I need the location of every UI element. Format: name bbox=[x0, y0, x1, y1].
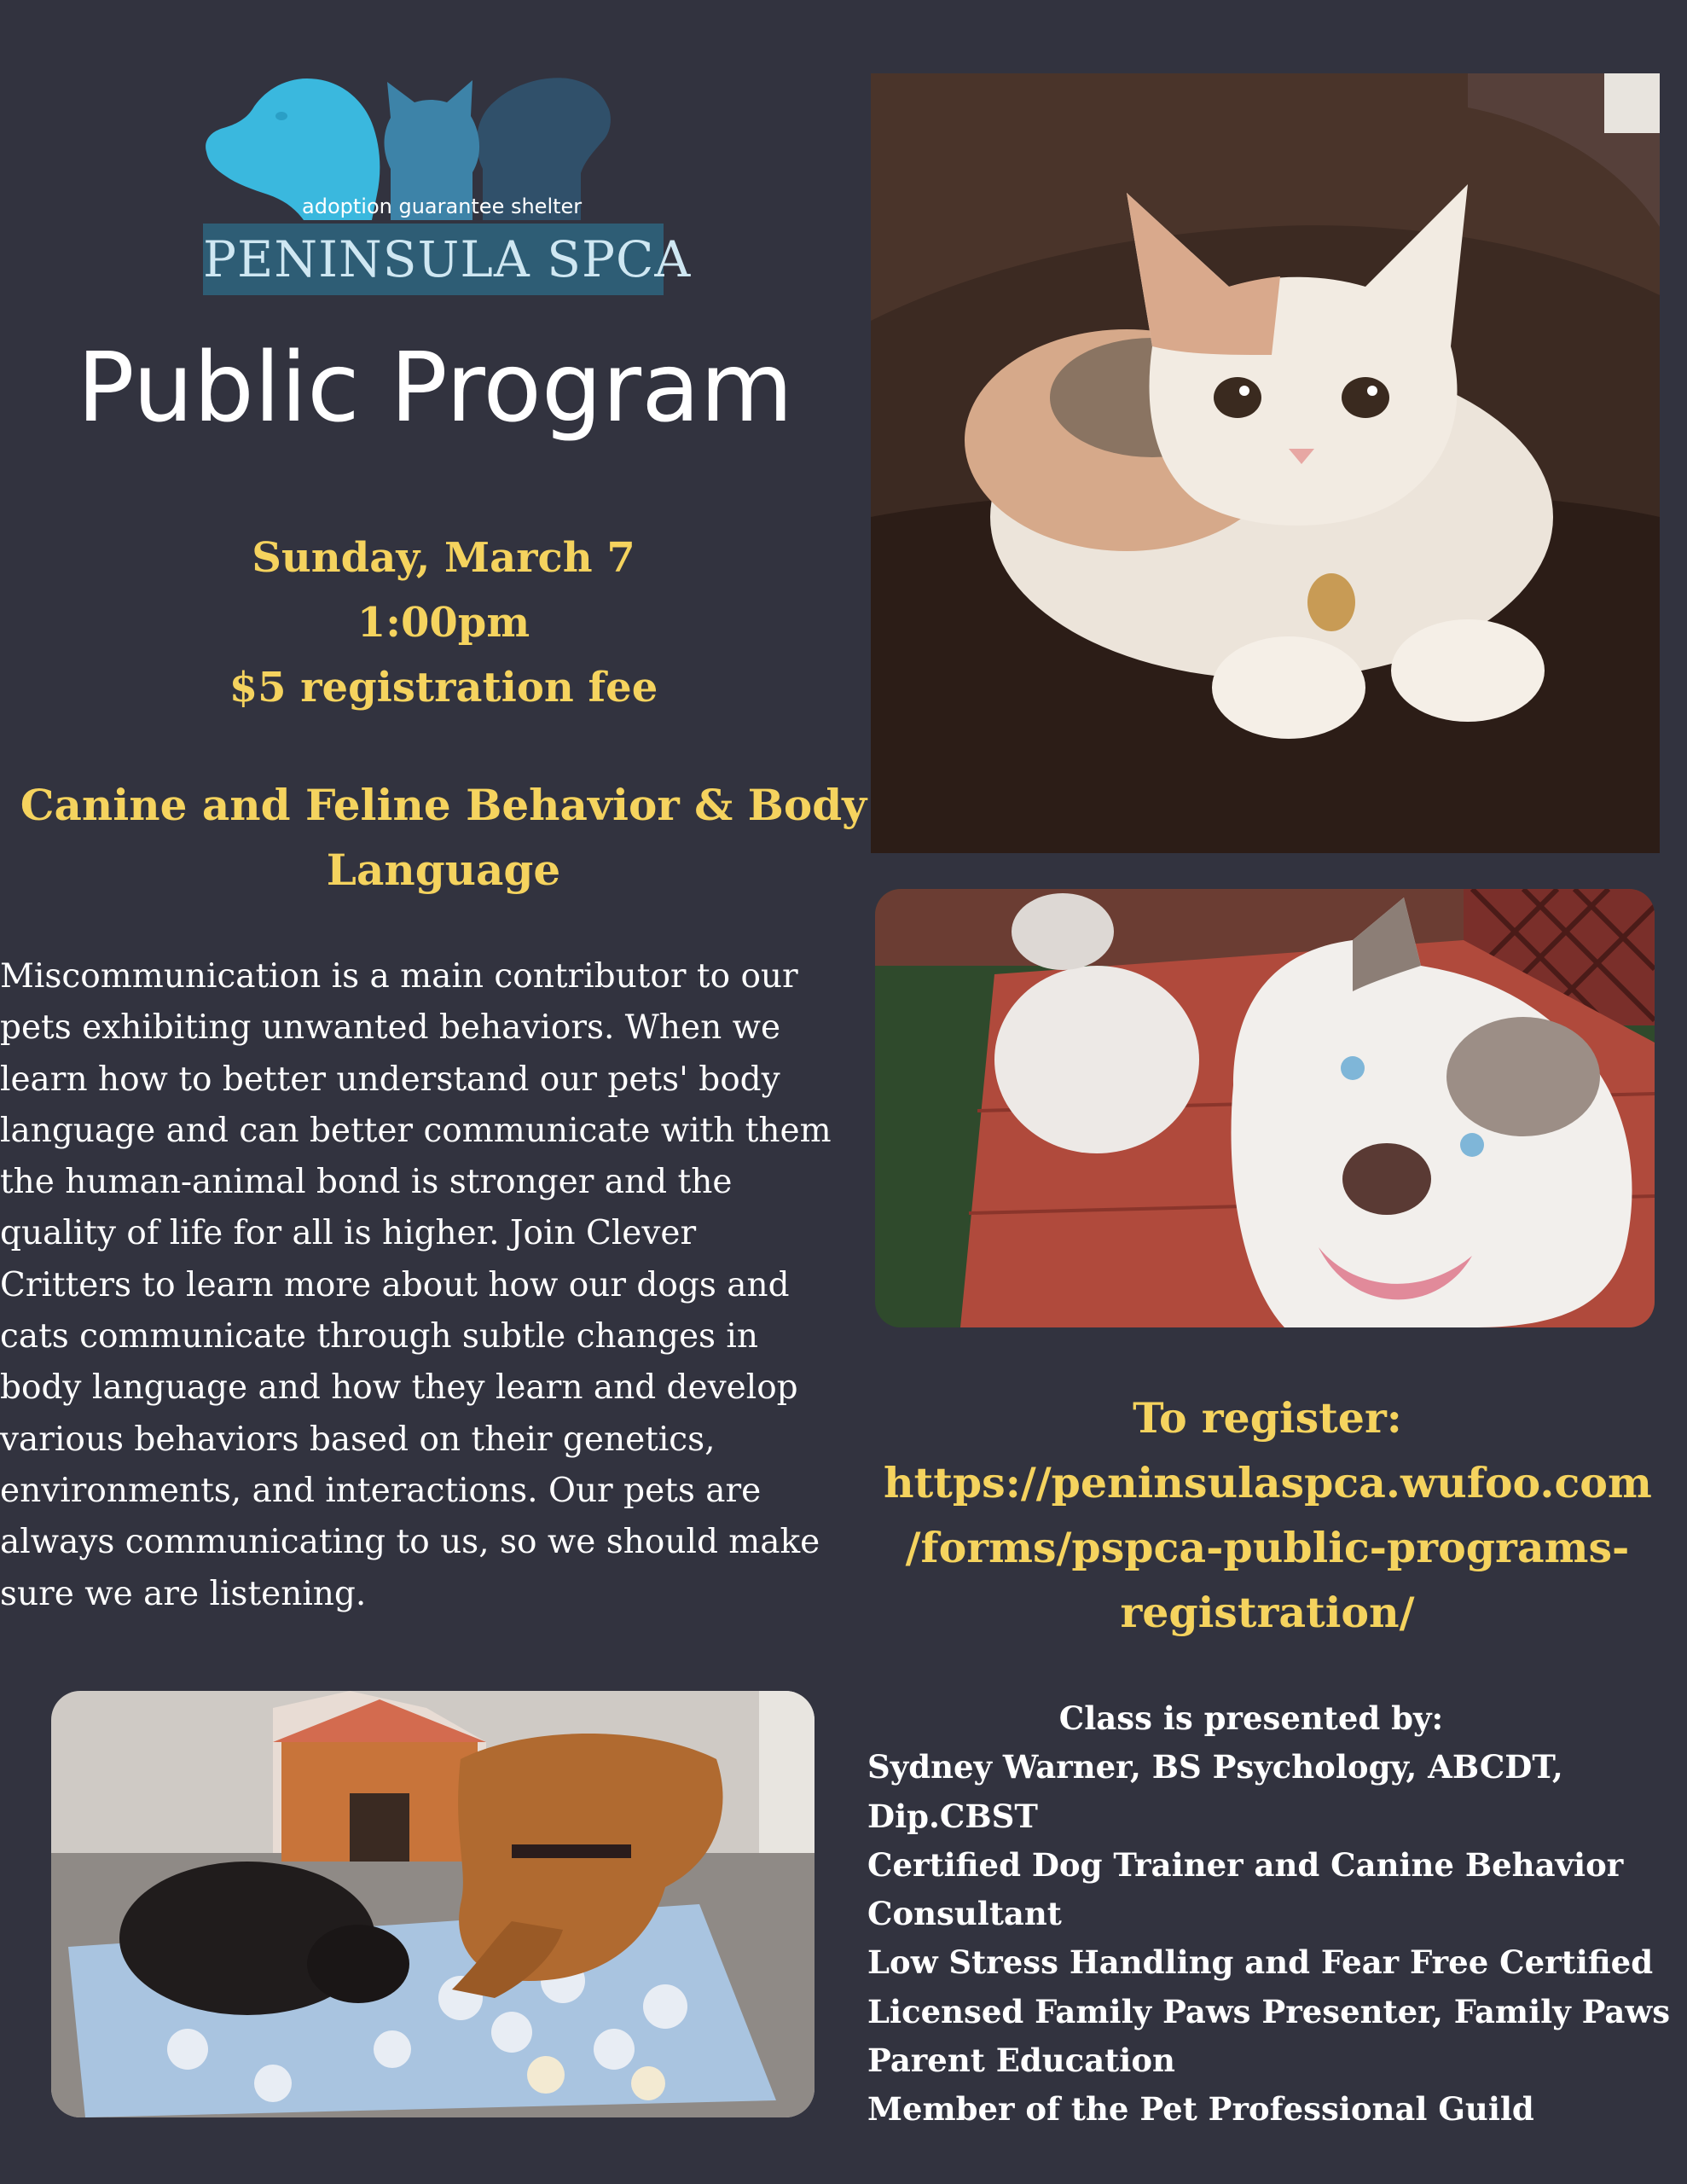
event-date: Sunday, March 7 bbox=[252, 534, 635, 582]
description-line: learn how to better understand our pets' body bbox=[0, 1060, 780, 1099]
description-line: various behaviors based on their genetics, bbox=[0, 1420, 716, 1459]
class-title-line-1: Canine and Feline Behavior & Body bbox=[20, 780, 867, 830]
presenter-credential-line: Dip.CBST bbox=[867, 1797, 1038, 1835]
description-line: language and can better communicate with them bbox=[0, 1111, 832, 1150]
description-line: sure we are listening. bbox=[0, 1574, 367, 1613]
description-line: the human-animal bond is stronger and the bbox=[0, 1163, 733, 1202]
description-line: environments, and interactions. Our pets are bbox=[0, 1471, 762, 1510]
class-title-line-2: Language bbox=[326, 845, 561, 895]
presenter-credential-line: Consultant bbox=[867, 1895, 1062, 1933]
description-line: quality of life for all is higher. Join Clever bbox=[0, 1214, 697, 1253]
register-label: To register: bbox=[1133, 1393, 1402, 1443]
presenter-heading: Class is presented by: bbox=[1058, 1699, 1444, 1737]
calico-cat-photo bbox=[871, 73, 1660, 853]
description-line: body language and how they learn and develop bbox=[0, 1368, 798, 1408]
peninsula-spca-logo bbox=[201, 67, 692, 295]
event-time: 1:00pm bbox=[357, 599, 530, 647]
register-url-line-1[interactable]: https://peninsulaspca.wufoo.com bbox=[884, 1458, 1652, 1507]
presenter-credential-line: Sydney Warner, BS Psychology, ABCDT, bbox=[867, 1748, 1563, 1786]
register-url-line-3[interactable]: registration/ bbox=[1120, 1588, 1415, 1637]
presenter-credential-line: Parent Education bbox=[867, 2042, 1175, 2080]
presenter-credentials bbox=[867, 1743, 1671, 2134]
logo-tagline: adoption guarantee shelter bbox=[302, 195, 583, 218]
description-line: Miscommunication is a main contributor to our bbox=[0, 957, 798, 996]
cat-and-dog-snuffle-mat-photo bbox=[51, 1691, 815, 2117]
logo-name-box bbox=[203, 224, 692, 295]
presenter-credential-line: Member of the Pet Professional Guild bbox=[867, 2090, 1534, 2129]
description-line: always communicating to us, so we should make bbox=[0, 1523, 820, 1562]
logo-name: PENINSULA SPCA bbox=[203, 230, 692, 288]
presenter-credential-line: Licensed Family Paws Presenter, Family Paws bbox=[867, 1992, 1671, 2030]
class-title bbox=[9, 773, 878, 903]
description-line: cats communicate through subtle changes in bbox=[0, 1317, 759, 1356]
presenter-credential-line: Certified Dog Trainer and Canine Behavior bbox=[867, 1845, 1624, 1884]
presenter-info bbox=[867, 1694, 1671, 2135]
event-details bbox=[0, 526, 887, 720]
dogs-on-deck-photo bbox=[875, 889, 1655, 1327]
presenter-credential-line: Low Stress Handling and Fear Free Certified bbox=[867, 1943, 1654, 1982]
description-line: pets exhibiting unwanted behaviors. When we bbox=[0, 1008, 781, 1048]
program-description bbox=[0, 951, 878, 1620]
event-fee: $5 registration fee bbox=[229, 664, 658, 712]
register-url-line-2[interactable]: /forms/pspca-public-programs- bbox=[905, 1523, 1630, 1572]
description-line: Critters to learn more about how our dogs and bbox=[0, 1265, 790, 1304]
page-title: Public Program bbox=[77, 333, 793, 444]
registration-info bbox=[884, 1385, 1651, 1645]
